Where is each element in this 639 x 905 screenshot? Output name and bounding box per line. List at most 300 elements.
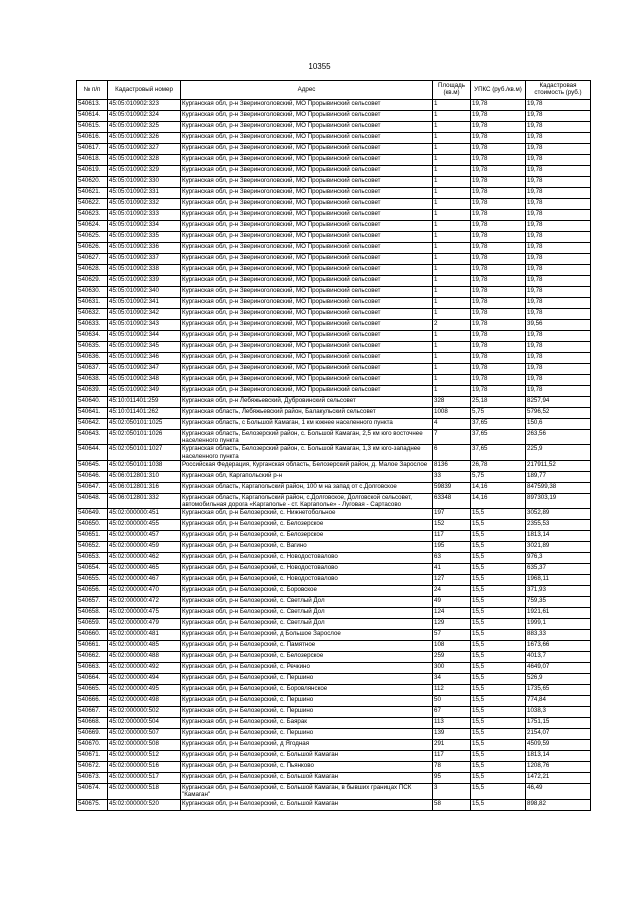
cell-address: Курганская обл, р-н Белозерский, с. Боровлянское: [181, 685, 433, 696]
cell-cadastral-number: 45:02:000000:502: [108, 707, 181, 718]
cell-area: 63: [433, 553, 471, 564]
cell-cadastral-number: 45:05:010902:325: [108, 122, 181, 133]
cell-address: Курганская обл, р-н Белозерский, с. Новодостовалово: [181, 575, 433, 586]
cell-upks: 19,78: [471, 265, 526, 276]
cell-area: 1: [433, 177, 471, 188]
cell-address: Курганская обл, р-н Звериноголовский, МО Прорывинский сельсовет: [181, 100, 433, 111]
cell-upks: 15,5: [471, 542, 526, 553]
cell-number: 540619.: [77, 166, 108, 177]
cell-cadastral-value: 19,78: [526, 386, 591, 397]
table-row: [77, 375, 591, 386]
cell-upks: 15,5: [471, 784, 526, 799]
cell-number: 540656.: [77, 586, 108, 597]
cell-cadastral-number: 45:05:010902:329: [108, 166, 181, 177]
cell-address: Курганская обл, р-н Звериноголовский, МО Прорывинский сельсовет: [181, 353, 433, 364]
table-row: [77, 177, 591, 188]
cell-cadastral-value: 19,78: [526, 265, 591, 276]
cell-number: 540671.: [77, 751, 108, 762]
cell-number: 540663.: [77, 663, 108, 674]
cell-cadastral-number: 45:05:010902:323: [108, 100, 181, 111]
cell-cadastral-number: 45:10:011401:262: [108, 408, 181, 419]
cell-cadastral-number: 45:05:010902:343: [108, 320, 181, 331]
cell-upks: 15,5: [471, 630, 526, 641]
table-row: [77, 243, 591, 254]
cell-number: 540635.: [77, 342, 108, 353]
table-row: [77, 663, 591, 674]
cell-cadastral-value: 1921,61: [526, 608, 591, 619]
cell-address: Курганская обл, р-н Звериноголовский, МО Прорывинский сельсовет: [181, 199, 433, 210]
cell-cadastral-number: 45:05:010902:324: [108, 111, 181, 122]
cell-upks: 15,5: [471, 509, 526, 520]
cell-cadastral-value: 19,78: [526, 221, 591, 232]
cell-upks: 15,5: [471, 696, 526, 707]
cell-address: Курганская обл, р-н Белозерский, с. Белозерское: [181, 531, 433, 542]
cell-number: 540643.: [77, 430, 108, 445]
cell-cadastral-number: 45:02:000000:520: [108, 799, 181, 810]
cell-cadastral-number: 45:06:012801:332: [108, 493, 181, 508]
cell-cadastral-number: 45:02:000000:517: [108, 773, 181, 784]
cell-cadastral-number: 45:05:010902:334: [108, 221, 181, 232]
cell-number: 540637.: [77, 364, 108, 375]
cell-cadastral-number: 45:05:010902:338: [108, 265, 181, 276]
table-row: [77, 575, 591, 586]
cell-cadastral-number: 45:02:000000:470: [108, 586, 181, 597]
table-row: [77, 100, 591, 111]
cell-address: Курганская обл, р-н Звериноголовский, МО Прорывинский сельсовет: [181, 254, 433, 265]
cell-upks: 15,5: [471, 553, 526, 564]
cell-number: 540624.: [77, 221, 108, 232]
cell-upks: 19,78: [471, 287, 526, 298]
cell-cadastral-value: 39,56: [526, 320, 591, 331]
cell-cadastral-value: 4013,7: [526, 652, 591, 663]
cell-address: Курганская область, Каргапольский район, 100 м на запад от с.Долговское: [181, 482, 433, 493]
cell-cadastral-number: 45:05:010902:337: [108, 254, 181, 265]
table-row: [77, 707, 591, 718]
cell-number: 540675.: [77, 799, 108, 810]
cell-number: 540673.: [77, 773, 108, 784]
cell-cadastral-number: 45:02:000000:485: [108, 641, 181, 652]
cell-area: 33: [433, 471, 471, 482]
cell-upks: 15,5: [471, 652, 526, 663]
table-row: [77, 232, 591, 243]
cell-cadastral-value: 217911,52: [526, 460, 591, 471]
cell-area: 49: [433, 597, 471, 608]
cell-upks: 5,75: [471, 408, 526, 419]
cell-area: 1: [433, 243, 471, 254]
cell-upks: 19,78: [471, 155, 526, 166]
cell-upks: 19,78: [471, 276, 526, 287]
cell-area: 3: [433, 784, 471, 799]
cell-cadastral-value: 759,35: [526, 597, 591, 608]
cell-cadastral-number: 45:05:010902:347: [108, 364, 181, 375]
table-row: [77, 386, 591, 397]
cell-area: 57: [433, 630, 471, 641]
cell-area: 1: [433, 287, 471, 298]
cell-address: Курганская обл, р-н Белозерский, с. Светлый Дол: [181, 608, 433, 619]
cell-upks: 15,5: [471, 564, 526, 575]
cell-number: 540655.: [77, 575, 108, 586]
table-row: [77, 210, 591, 221]
cell-cadastral-value: 19,78: [526, 177, 591, 188]
cell-area: 300: [433, 663, 471, 674]
cell-number: 540665.: [77, 685, 108, 696]
cell-upks: 37,65: [471, 445, 526, 460]
table-row: [77, 685, 591, 696]
cell-cadastral-value: 5796,52: [526, 408, 591, 419]
cell-cadastral-number: 45:02:000000:498: [108, 696, 181, 707]
cell-address: Курганская обл, р-н Звериноголовский, МО Прорывинский сельсовет: [181, 276, 433, 287]
table-row: [77, 784, 591, 799]
cell-address: Курганская обл, р-н Звериноголовский, МО Прорывинский сельсовет: [181, 111, 433, 122]
cell-cadastral-value: 1472,21: [526, 773, 591, 784]
column-header-upks: УПКС (руб./кв.м): [471, 81, 526, 100]
table-row: [77, 342, 591, 353]
cell-upks: 19,78: [471, 177, 526, 188]
column-header-cadastral-value: Кадастровая стоимость (руб.): [526, 81, 591, 100]
cell-cadastral-number: 45:05:010902:346: [108, 353, 181, 364]
cell-upks: 37,65: [471, 430, 526, 445]
cell-upks: 19,78: [471, 364, 526, 375]
cell-number: 540654.: [77, 564, 108, 575]
cell-number: 540632.: [77, 309, 108, 320]
cell-area: 24: [433, 586, 471, 597]
cell-area: 1: [433, 342, 471, 353]
cell-number: 540659.: [77, 619, 108, 630]
cell-cadastral-value: 19,78: [526, 210, 591, 221]
cell-upks: 15,5: [471, 729, 526, 740]
cell-number: 540645.: [77, 460, 108, 471]
cell-number: 540617.: [77, 144, 108, 155]
cell-area: 1: [433, 364, 471, 375]
cell-number: 540658.: [77, 608, 108, 619]
cell-area: 50: [433, 696, 471, 707]
cell-upks: 15,5: [471, 751, 526, 762]
cell-number: 540614.: [77, 111, 108, 122]
cell-cadastral-value: 19,78: [526, 309, 591, 320]
column-header-address: Адрес: [181, 81, 433, 100]
cell-upks: 19,78: [471, 221, 526, 232]
cell-upks: 19,78: [471, 232, 526, 243]
cell-address: Курганская обл, р-н Белозерский, с. Нижнетобольное: [181, 509, 433, 520]
cell-area: 1008: [433, 408, 471, 419]
cell-address: Курганская обл, р-н Белозерский, с. Светлый Дол: [181, 597, 433, 608]
cell-cadastral-value: 1968,11: [526, 575, 591, 586]
cell-area: 67: [433, 707, 471, 718]
cell-area: 127: [433, 575, 471, 586]
table-row: [77, 309, 591, 320]
cell-address: Курганская обл, р-н Звериноголовский, МО Прорывинский сельсовет: [181, 375, 433, 386]
table-row: [77, 619, 591, 630]
cell-cadastral-value: 847599,38: [526, 482, 591, 493]
table-row: [77, 471, 591, 482]
cell-cadastral-value: 19,78: [526, 375, 591, 386]
cell-cadastral-value: 46,49: [526, 784, 591, 799]
cell-upks: 25,18: [471, 397, 526, 408]
cell-area: 139: [433, 729, 471, 740]
cell-upks: 37,65: [471, 419, 526, 430]
cell-area: 1: [433, 199, 471, 210]
cell-number: 540647.: [77, 482, 108, 493]
cell-upks: 15,5: [471, 597, 526, 608]
cell-area: 1: [433, 133, 471, 144]
cell-cadastral-value: 1038,3: [526, 707, 591, 718]
table-row: [77, 111, 591, 122]
cell-cadastral-number: 45:02:000000:459: [108, 542, 181, 553]
cell-cadastral-number: 45:02:000000:504: [108, 718, 181, 729]
cell-cadastral-value: 19,78: [526, 111, 591, 122]
cell-number: 540633.: [77, 320, 108, 331]
cell-cadastral-value: 19,78: [526, 342, 591, 353]
cadastral-table: [76, 80, 591, 811]
cell-number: 540662.: [77, 652, 108, 663]
cell-number: 540649.: [77, 509, 108, 520]
cell-upks: 15,5: [471, 575, 526, 586]
cell-cadastral-value: 19,78: [526, 364, 591, 375]
table-row: [77, 799, 591, 810]
cell-upks: 19,78: [471, 342, 526, 353]
table-row: [77, 652, 591, 663]
cell-number: 540613.: [77, 100, 108, 111]
cell-address: Курганская обл, Каргапольский р-н: [181, 471, 433, 482]
cell-address: Курганская обл, р-н Звериноголовский, МО Прорывинский сельсовет: [181, 243, 433, 254]
cell-number: 540674.: [77, 784, 108, 799]
cell-area: 6: [433, 445, 471, 460]
table-row: [77, 641, 591, 652]
cell-area: 1: [433, 254, 471, 265]
cell-cadastral-value: 371,93: [526, 586, 591, 597]
cell-cadastral-number: 45:02:000000:518: [108, 784, 181, 799]
cell-address: Курганская обл, р-н Лебяжьевский, Дубровинский сельсовет: [181, 397, 433, 408]
cell-upks: 15,5: [471, 707, 526, 718]
cell-cadastral-number: 45:02:000000:512: [108, 751, 181, 762]
cell-area: 2: [433, 320, 471, 331]
cell-cadastral-value: 19,78: [526, 199, 591, 210]
table-row: [77, 364, 591, 375]
cell-number: 540660.: [77, 630, 108, 641]
cell-cadastral-value: 2154,07: [526, 729, 591, 740]
cell-address: Курганская обл, р-н Звериноголовский, МО Прорывинский сельсовет: [181, 177, 433, 188]
cell-cadastral-number: 45:05:010902:349: [108, 386, 181, 397]
cell-area: 1: [433, 298, 471, 309]
cell-upks: 15,5: [471, 685, 526, 696]
cell-address: Курганская область, с Большой Камаган, 1 км южнее населенного пункта: [181, 419, 433, 430]
column-header-number: № п/п: [77, 81, 108, 100]
page-number: 10355: [308, 62, 331, 71]
cell-cadastral-number: 45:02:000000:507: [108, 729, 181, 740]
cell-cadastral-value: 150,6: [526, 419, 591, 430]
cell-cadastral-number: 45:05:010902:341: [108, 298, 181, 309]
table-row: [77, 751, 591, 762]
table-row: [77, 287, 591, 298]
cell-area: 1: [433, 100, 471, 111]
cell-address: Курганская область, Лебяжьевский район, Балакульский сельсовет: [181, 408, 433, 419]
cell-cadastral-number: 45:02:000000:472: [108, 597, 181, 608]
cell-upks: 19,78: [471, 331, 526, 342]
cell-upks: 15,5: [471, 674, 526, 685]
cell-address: Курганская обл, р-н Белозерский, с. Новодостовалово: [181, 553, 433, 564]
column-header-cadastral-number: Кадастровый номер: [108, 81, 181, 100]
cell-address: Курганская область, Белозерский район, с. Большой Камаган, 1,3 км юго-западнее населенного пункта: [181, 445, 433, 460]
table-row: [77, 740, 591, 751]
cell-cadastral-number: 45:05:010902:339: [108, 276, 181, 287]
table-row: [77, 773, 591, 784]
cell-upks: 19,78: [471, 375, 526, 386]
cell-cadastral-number: 45:06:012801:310: [108, 471, 181, 482]
cell-cadastral-number: 45:02:000000:508: [108, 740, 181, 751]
cell-upks: 19,78: [471, 144, 526, 155]
cell-cadastral-number: 45:10:011401:259: [108, 397, 181, 408]
column-header-area: Площадь (кв.м): [433, 81, 471, 100]
cell-cadastral-number: 45:02:000000:488: [108, 652, 181, 663]
cell-upks: 15,5: [471, 520, 526, 531]
cell-area: 1: [433, 353, 471, 364]
cell-number: 540651.: [77, 531, 108, 542]
cell-upks: 19,78: [471, 309, 526, 320]
cell-area: 8136: [433, 460, 471, 471]
table-row: [77, 460, 591, 471]
table-row: [77, 188, 591, 199]
cell-upks: 15,5: [471, 773, 526, 784]
cell-address: Курганская обл, р-н Белозерский, с. Большой Камаган, в бывших границах ПСК "Камаган": [181, 784, 433, 799]
cell-address: Курганская обл, р-н Белозерский, с. Пьянково: [181, 762, 433, 773]
cell-cadastral-value: 19,78: [526, 243, 591, 254]
cell-address: Курганская обл, р-н Звериноголовский, МО Прорывинский сельсовет: [181, 188, 433, 199]
cell-cadastral-value: 19,78: [526, 122, 591, 133]
cell-upks: 5,75: [471, 471, 526, 482]
cell-cadastral-number: 45:05:010902:336: [108, 243, 181, 254]
cell-address: Курганская обл, р-н Звериноголовский, МО Прорывинский сельсовет: [181, 265, 433, 276]
table-row: [77, 122, 591, 133]
cell-number: 540667.: [77, 707, 108, 718]
cell-address: Курганская обл, р-н Белозерский, с. Вагино: [181, 542, 433, 553]
cell-upks: 19,78: [471, 254, 526, 265]
cell-cadastral-value: 526,9: [526, 674, 591, 685]
cell-cadastral-number: 45:02:000000:467: [108, 575, 181, 586]
cell-upks: 19,78: [471, 386, 526, 397]
table-row: [77, 674, 591, 685]
table-row: [77, 430, 591, 445]
cell-area: 291: [433, 740, 471, 751]
cell-number: 540623.: [77, 210, 108, 221]
cell-address: Курганская область, Каргапольский район, с.Долговское, Долговской сельсовет, автомобильная дорога «Каргаполье - ст. Каргаполье» - Луговая - Сартасово: [181, 493, 433, 508]
cell-number: 540672.: [77, 762, 108, 773]
cell-upks: 15,5: [471, 586, 526, 597]
cell-cadastral-value: 1813,14: [526, 531, 591, 542]
cell-address: Курганская обл, р-н Белозерский, с. Першино: [181, 696, 433, 707]
cell-number: 540669.: [77, 729, 108, 740]
cell-address: Курганская обл, р-н Белозерский, с. Белозерское: [181, 520, 433, 531]
cell-cadastral-number: 45:02:000000:475: [108, 608, 181, 619]
cell-number: 540616.: [77, 133, 108, 144]
cell-cadastral-number: 45:05:010902:348: [108, 375, 181, 386]
cell-number: 540661.: [77, 641, 108, 652]
cell-area: 1: [433, 210, 471, 221]
cell-address: Курганская обл, р-н Белозерский, с. Першино: [181, 707, 433, 718]
cell-address: Курганская обл, р-н Белозерский, с. Светлый Дол: [181, 619, 433, 630]
cell-address: Курганская обл, р-н Белозерский, с. Большой Камаган: [181, 751, 433, 762]
table-row: [77, 493, 591, 508]
cell-cadastral-number: 45:02:050101:1038: [108, 460, 181, 471]
cell-upks: 19,78: [471, 243, 526, 254]
cell-area: 1: [433, 221, 471, 232]
cell-address: Курганская обл, р-н Звериноголовский, МО Прорывинский сельсовет: [181, 331, 433, 342]
cell-area: 95: [433, 773, 471, 784]
cell-cadastral-value: 225,9: [526, 445, 591, 460]
table-row: [77, 608, 591, 619]
cell-cadastral-value: 19,78: [526, 254, 591, 265]
cell-cadastral-value: 19,78: [526, 232, 591, 243]
cell-area: 1: [433, 386, 471, 397]
cell-upks: 14,16: [471, 482, 526, 493]
cell-area: 117: [433, 531, 471, 542]
cell-cadastral-number: 45:05:010902:326: [108, 133, 181, 144]
table-row: [77, 155, 591, 166]
cell-number: 540618.: [77, 155, 108, 166]
cell-upks: 19,78: [471, 100, 526, 111]
cell-number: 540666.: [77, 696, 108, 707]
cell-area: 113: [433, 718, 471, 729]
cell-address: Курганская обл, р-н Белозерский, с. Большой Камаган: [181, 773, 433, 784]
cell-cadastral-value: 19,78: [526, 133, 591, 144]
cell-area: 152: [433, 520, 471, 531]
cell-number: 540640.: [77, 397, 108, 408]
cell-cadastral-value: 883,33: [526, 630, 591, 641]
cell-area: 1: [433, 375, 471, 386]
cell-area: 129: [433, 619, 471, 630]
cell-cadastral-number: 45:02:050101:1025: [108, 419, 181, 430]
cell-cadastral-value: 3021,89: [526, 542, 591, 553]
table-row: [77, 586, 591, 597]
cell-upks: 26,78: [471, 460, 526, 471]
cell-upks: 15,5: [471, 718, 526, 729]
cell-area: 328: [433, 397, 471, 408]
cell-area: 1: [433, 331, 471, 342]
cell-address: Курганская обл, р-н Белозерский, с. Речкино: [181, 663, 433, 674]
cell-cadastral-number: 45:02:000000:455: [108, 520, 181, 531]
cell-cadastral-value: 8257,94: [526, 397, 591, 408]
cell-area: 197: [433, 509, 471, 520]
cell-area: 117: [433, 751, 471, 762]
cell-cadastral-number: 45:02:000000:492: [108, 663, 181, 674]
cell-address: Курганская обл, р-н Звериноголовский, МО Прорывинский сельсовет: [181, 342, 433, 353]
cell-address: Курганская обл, р-н Звериноголовский, МО Прорывинский сельсовет: [181, 122, 433, 133]
cell-address: Курганская обл, р-н Звериноголовский, МО Прорывинский сельсовет: [181, 309, 433, 320]
table-row: [77, 144, 591, 155]
cell-upks: 15,5: [471, 799, 526, 810]
cell-cadastral-value: 189,77: [526, 471, 591, 482]
table-row: [77, 482, 591, 493]
cell-address: Курганская обл, р-н Звериноголовский, МО Прорывинский сельсовет: [181, 221, 433, 232]
cell-upks: 19,78: [471, 166, 526, 177]
cell-cadastral-number: 45:05:010902:342: [108, 309, 181, 320]
cell-cadastral-number: 45:02:000000:494: [108, 674, 181, 685]
table-row: [77, 729, 591, 740]
cell-cadastral-number: 45:02:000000:457: [108, 531, 181, 542]
cell-area: 1: [433, 122, 471, 133]
cell-cadastral-number: 45:02:000000:516: [108, 762, 181, 773]
cell-cadastral-value: 19,78: [526, 276, 591, 287]
cell-address: Курганская обл, р-н Звериноголовский, МО Прорывинский сельсовет: [181, 386, 433, 397]
cell-upks: 15,5: [471, 641, 526, 652]
cell-cadastral-number: 45:05:010902:335: [108, 232, 181, 243]
cell-area: 1: [433, 166, 471, 177]
cell-number: 540639.: [77, 386, 108, 397]
cell-number: 540670.: [77, 740, 108, 751]
cell-cadastral-value: 1999,1: [526, 619, 591, 630]
cell-address: Курганская обл, р-н Звериноголовский, МО Прорывинский сельсовет: [181, 232, 433, 243]
cell-area: 1: [433, 144, 471, 155]
cell-area: 1: [433, 188, 471, 199]
